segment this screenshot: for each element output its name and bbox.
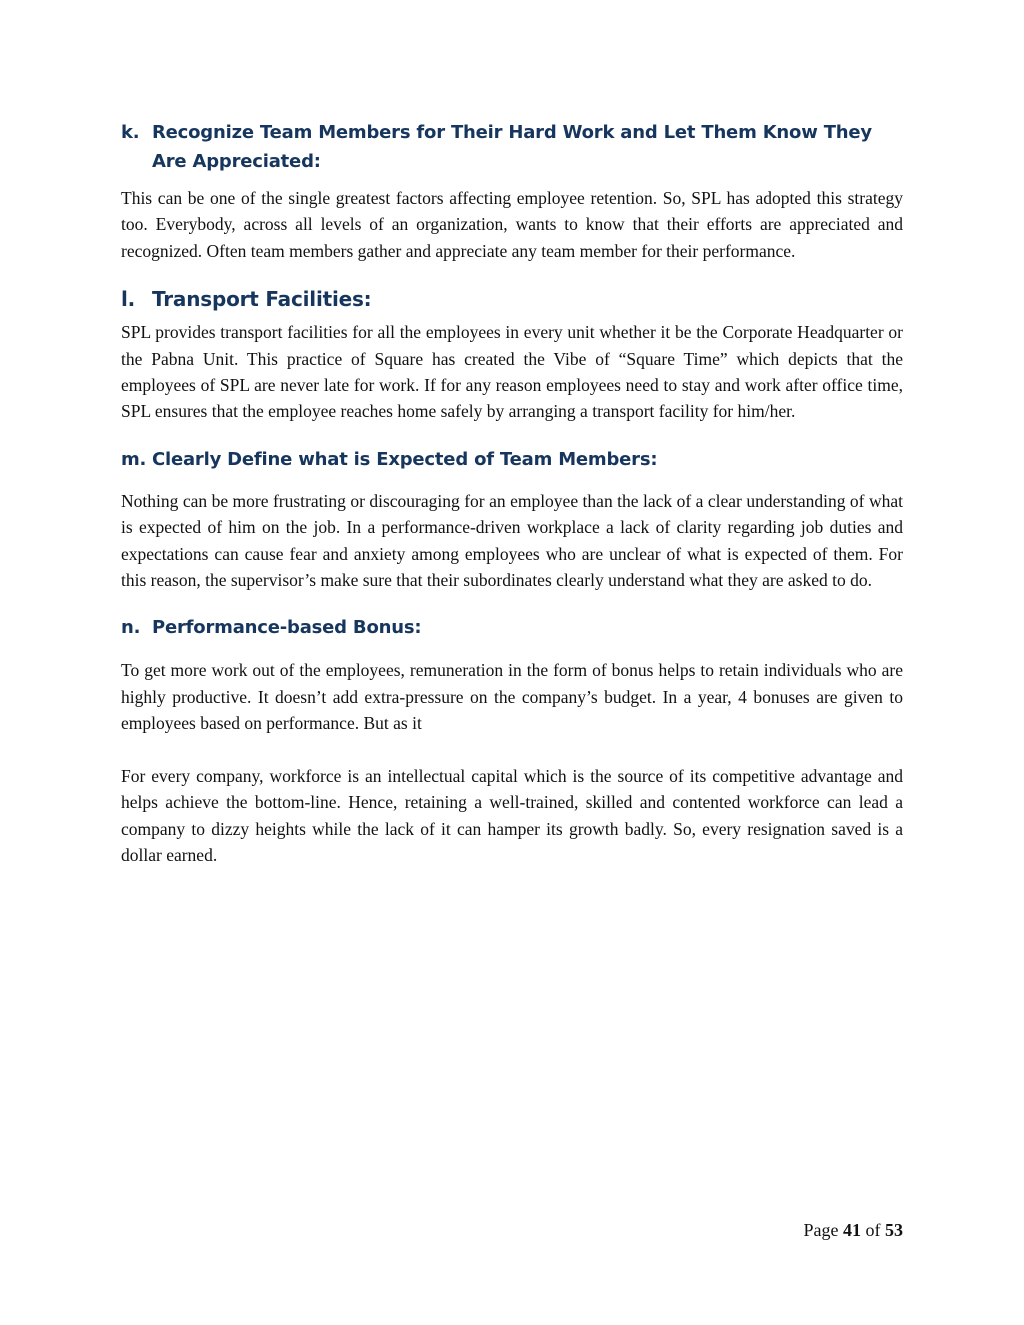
section-marker: n. xyxy=(121,617,141,639)
section-body-l: SPL provides transport facilities for all the employees in every unit whether it be the Corporate Headquarter or the Pabna Unit. This practice of Square has created the Vibe of “Square Time” which depicts that the employees of SPL are never late for work. If for any reason employees need to stay and work after office time, SPL ensures that the employee reaches home safely by arranging a transport facility for him/her. xyxy=(121,322,903,422)
closing-paragraph: For every company, workforce is an intellectual capital which is the source of its competitive advantage and helps achieve the bottom-line. Hence, retaining a well-trained, skilled and contented workforce can lead a company to dizzy heights while the lack of it can hamper its growth badly. So, every resignation saved is a dollar earned. xyxy=(121,765,903,865)
total-pages: 53 xyxy=(885,1220,903,1240)
page-content xyxy=(121,118,903,868)
section-marker: k. xyxy=(121,122,140,143)
section-heading-text: Transport Facilities: xyxy=(152,287,372,312)
section-heading-m xyxy=(121,445,903,474)
of-label: of xyxy=(865,1220,881,1240)
section-heading-l xyxy=(121,284,903,314)
page-label: Page xyxy=(803,1220,839,1240)
section-heading-n xyxy=(121,613,903,642)
section-body-k: This can be one of the single greatest factors affecting employee retention. So, SPL has adopted this strategy too. Everybody, across all levels of an organization, wants to know that their efforts are appreciated and recognized. Often team members gather and appreciate any team member for their performance. xyxy=(121,188,903,261)
section-marker: l. xyxy=(121,287,136,312)
page-number: 41 xyxy=(843,1220,861,1240)
section-heading-text: Performance-based Bonus: xyxy=(152,617,422,639)
page-footer xyxy=(804,1220,904,1241)
section-marker: m. xyxy=(121,448,147,470)
section-heading-text: Recognize Team Members for Their Hard Work and Let Them Know They Are Appreciated: xyxy=(152,122,872,172)
section-body-m: Nothing can be more frustrating or discouraging for an employee than the lack of a clear understanding of what is expected of him on the job. In a performance-driven workplace a lack of clarity regarding job duties and expectations can cause fear and anxiety among employees who are unclear of what is expected of them. For this reason, the supervisor’s make sure that their subordinates clearly understand what they are asked to do. xyxy=(121,490,903,591)
section-heading-text: Clearly Define what is Expected of Team Members: xyxy=(152,448,658,470)
section-heading-k xyxy=(121,118,903,176)
section-body-n: To get more work out of the employees, remuneration in the form of bonus helps to retain individuals who are highly productive. It doesn’t add extra-pressure on the company’s budget. In a year, 4 bonuses are given to employees based on performance. But as it xyxy=(121,660,903,734)
